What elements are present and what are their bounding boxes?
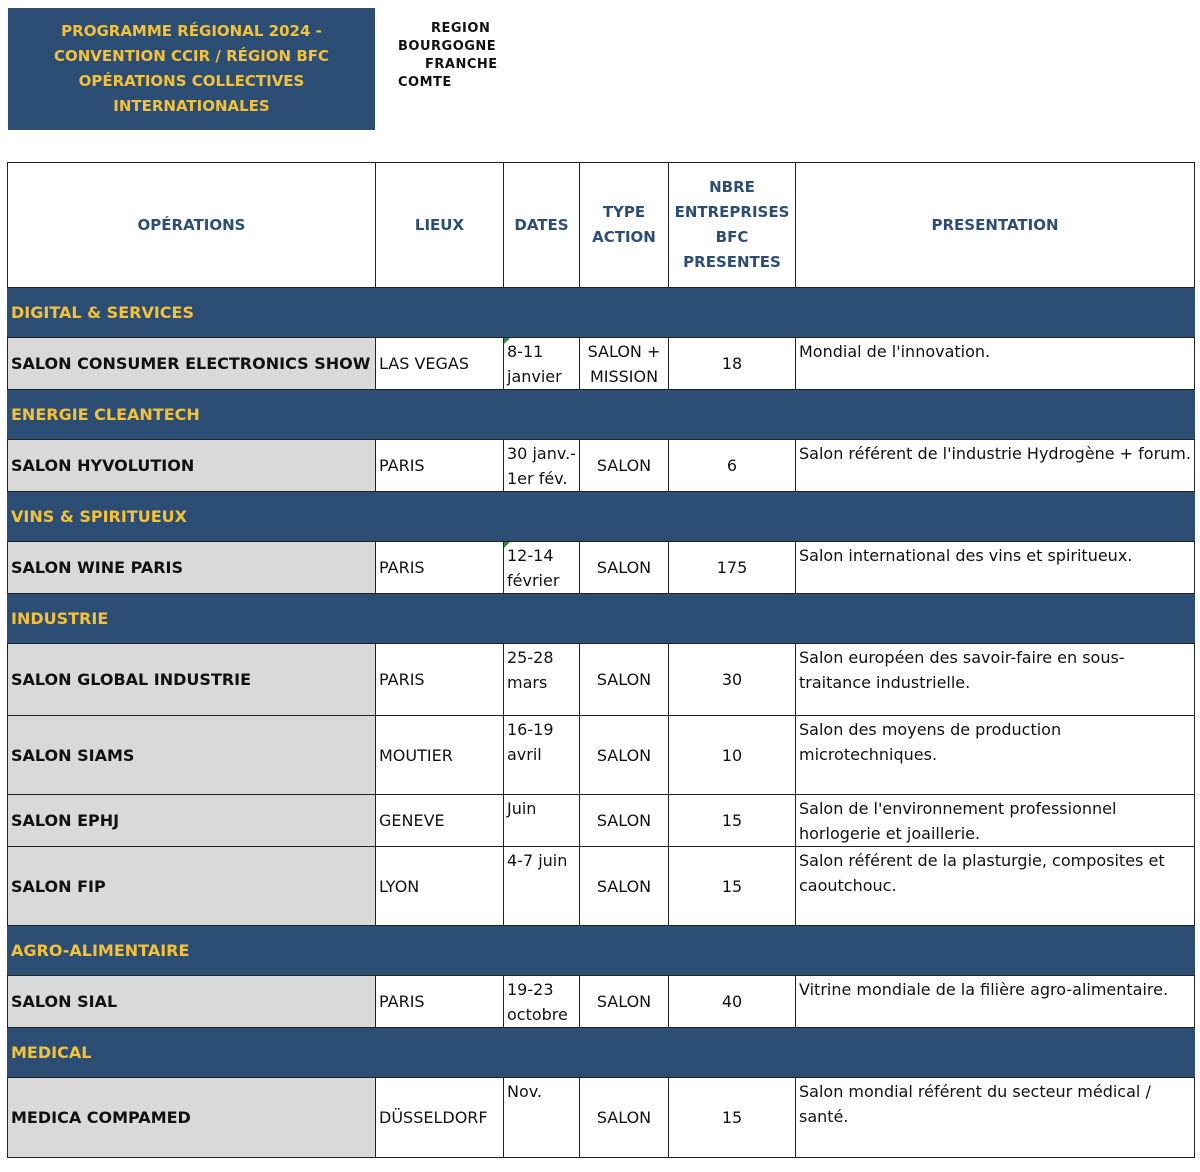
company-count-cell-text: 6: [726, 456, 738, 475]
type-action-cell-text: SALON: [596, 456, 652, 475]
presentation-cell: [796, 542, 1195, 594]
company-count-cell-text: 30: [721, 670, 743, 689]
logo-line: FRANCHE: [425, 57, 498, 72]
location-cell: [376, 440, 504, 492]
operation-cell: [8, 976, 376, 1028]
company-count-cell-text: 15: [721, 1108, 743, 1127]
dates-cell-text: 12-14 février: [507, 546, 560, 590]
company-count-cell: [669, 716, 796, 795]
type-action-cell-text: SALON: [596, 558, 652, 577]
section-header-row: [8, 594, 1195, 644]
company-count-cell-text: 18: [721, 354, 743, 373]
dates-cell-text: 8-11 janvier: [507, 342, 562, 386]
location-cell-text: DÜSSELDORF: [379, 1108, 488, 1127]
company-count-cell: [669, 1078, 796, 1158]
location-cell-text: PARIS: [379, 456, 425, 475]
section-title: DIGITAL & SERVICES: [8, 288, 1195, 338]
operation-cell: [8, 440, 376, 492]
type-action-cell-text: SALON: [596, 670, 652, 689]
table-body: [8, 288, 1195, 1158]
type-action-cell: [580, 542, 669, 594]
presentation-cell-text: Salon mondial référent du secteur médical / santé.: [799, 1082, 1151, 1126]
presentation-cell-text: Salon de l'environnement professionnel horlogerie et joaillerie.: [799, 799, 1117, 843]
location-cell: [376, 716, 504, 795]
location-cell-text: MOUTIER: [379, 745, 453, 765]
logo-line: COMTE: [398, 75, 452, 90]
dates-cell-text: 4-7 juin: [507, 851, 568, 870]
operation-cell: [8, 795, 376, 847]
dates-cell: [504, 976, 580, 1028]
dates-cell-text: 30 janv.- 1er fév.: [507, 444, 576, 488]
presentation-cell-text: Vitrine mondiale de la filière agro-alimentaire.: [799, 980, 1169, 999]
company-count-cell-text: 15: [721, 811, 743, 830]
comment-marker-icon: [504, 338, 510, 344]
company-count-cell-text: 15: [721, 876, 743, 896]
company-count-cell: [669, 795, 796, 847]
type-action-cell-text: SALON: [596, 745, 652, 765]
logo-line: BOURGOGNE: [398, 39, 497, 54]
type-action-cell-text: SALON: [596, 876, 652, 896]
presentation-cell: [796, 1078, 1195, 1158]
type-action-cell-text: SALON: [596, 811, 652, 830]
operation-cell: [8, 847, 376, 926]
section-title: MEDICAL: [8, 1028, 1195, 1078]
operation-cell: [8, 644, 376, 716]
operation-cell-text: SALON WINE PARIS: [11, 558, 184, 577]
section-title: INDUSTRIE: [8, 594, 1195, 644]
dates-cell-text: 16-19 avril: [507, 720, 554, 764]
column-header-dates: DATES: [504, 163, 580, 288]
table-row: [8, 1078, 1195, 1158]
operation-cell-text: SALON GLOBAL INDUSTRIE: [11, 670, 252, 689]
operation-cell: [8, 1078, 376, 1158]
dates-cell-text: Nov.: [507, 1082, 543, 1101]
section-header-row: [8, 390, 1195, 440]
company-count-cell: [669, 976, 796, 1028]
type-action-cell: [580, 440, 669, 492]
dates-cell: [504, 716, 580, 795]
program-title-line: PROGRAMME RÉGIONAL 2024 -: [61, 22, 322, 40]
presentation-cell-text: Mondial de l'innovation.: [799, 342, 991, 361]
company-count-cell: [669, 440, 796, 492]
operation-cell-text: SALON SIAMS: [11, 745, 135, 765]
operation-cell: [8, 542, 376, 594]
type-action-cell-text: SALON + MISSION: [587, 341, 661, 386]
table-row: [8, 847, 1195, 926]
presentation-cell-text: Salon européen des savoir-faire en sous-traitance industrielle.: [799, 648, 1125, 692]
program-title-box: [8, 8, 375, 130]
dates-cell: [504, 542, 580, 594]
section-header-row: [8, 288, 1195, 338]
section-header-row: [8, 1028, 1195, 1078]
program-title-line: CONVENTION CCIR / RÉGION BFC: [53, 47, 330, 65]
presentation-cell-text: Salon des moyens de production microtechniques.: [799, 720, 1062, 764]
type-action-cell: [580, 847, 669, 926]
presentation-cell: [796, 644, 1195, 716]
location-cell: [376, 847, 504, 926]
dates-cell: [504, 795, 580, 847]
section-title: VINS & SPIRITUEUX: [8, 492, 1195, 542]
location-cell: [376, 644, 504, 716]
operation-cell-text: SALON HYVOLUTION: [11, 456, 195, 475]
column-header-nbre-entreprises: NBRE ENTREPRISES BFC PRESENTES: [669, 163, 796, 288]
table-row: [8, 976, 1195, 1028]
dates-cell: [504, 847, 580, 926]
company-count-cell-text: 40: [721, 992, 743, 1011]
operation-cell: [8, 338, 376, 390]
dates-cell-text: 25-28 mars: [507, 648, 554, 692]
section-title: ENERGIE CLEANTECH: [8, 390, 1195, 440]
presentation-cell-text: Salon référent de l'industrie Hydrogène + forum.: [799, 444, 1191, 463]
dates-cell-text: 19-23 octobre: [507, 980, 568, 1024]
table-row: [8, 716, 1195, 795]
company-count-cell-text: 175: [716, 558, 748, 577]
operation-cell-text: SALON EPHJ: [11, 811, 120, 830]
column-header-lieux: LIEUX: [376, 163, 504, 288]
company-count-cell: [669, 542, 796, 594]
table-row: [8, 644, 1195, 716]
company-count-cell: [669, 847, 796, 926]
type-action-cell: [580, 976, 669, 1028]
table-row: [8, 440, 1195, 492]
location-cell: [376, 542, 504, 594]
dates-cell: [504, 644, 580, 716]
location-cell-text: LYON: [379, 876, 420, 896]
operations-table: [7, 162, 1195, 1158]
type-action-cell-text: SALON: [596, 1108, 652, 1127]
presentation-cell: [796, 976, 1195, 1028]
dates-cell: [504, 1078, 580, 1158]
type-action-cell: [580, 795, 669, 847]
program-title-line: INTERNATIONALES: [113, 97, 270, 115]
location-cell: [376, 795, 504, 847]
table-row: [8, 795, 1195, 847]
presentation-cell-text: Salon référent de la plasturgie, composites et caoutchouc.: [799, 851, 1165, 895]
presentation-cell: [796, 716, 1195, 795]
dates-cell-text: Juin: [507, 799, 537, 818]
presentation-cell: [796, 847, 1195, 926]
column-header-operations: OPÉRATIONS: [8, 163, 376, 288]
company-count-cell-text: 10: [721, 745, 743, 765]
location-cell-text: GENEVE: [379, 811, 445, 830]
column-header-type-action: TYPE ACTION: [580, 163, 669, 288]
type-action-cell: [580, 1078, 669, 1158]
presentation-cell: [796, 440, 1195, 492]
operation-cell: [8, 716, 376, 795]
operation-cell-text: SALON CONSUMER ELECTRONICS SHOW: [11, 354, 371, 373]
location-cell: [376, 976, 504, 1028]
dates-cell: [504, 338, 580, 390]
program-title-line: OPÉRATIONS COLLECTIVES: [78, 72, 305, 90]
table-row: [8, 338, 1195, 390]
presentation-cell-text: Salon international des vins et spiritueux.: [799, 546, 1133, 565]
dates-cell: [504, 440, 580, 492]
section-title: AGRO-ALIMENTAIRE: [8, 926, 1195, 976]
location-cell-text: PARIS: [379, 670, 425, 689]
comment-marker-icon: [504, 542, 510, 548]
table-header-row: [8, 163, 1195, 288]
operation-cell-text: MEDICA COMPAMED: [11, 1108, 191, 1127]
table-row: [8, 542, 1195, 594]
location-cell-text: PARIS: [379, 558, 425, 577]
type-action-cell: [580, 644, 669, 716]
presentation-cell: [796, 338, 1195, 390]
section-header-row: [8, 926, 1195, 976]
location-cell-text: LAS VEGAS: [379, 354, 470, 373]
section-header-row: [8, 492, 1195, 542]
type-action-cell: [580, 338, 669, 390]
presentation-cell: [796, 795, 1195, 847]
location-cell-text: PARIS: [379, 992, 425, 1011]
type-action-cell-text: SALON: [596, 992, 652, 1011]
region-logo: [398, 20, 518, 100]
location-cell: [376, 1078, 504, 1158]
location-cell: [376, 338, 504, 390]
logo-line: REGION: [431, 21, 491, 36]
company-count-cell: [669, 644, 796, 716]
column-header-presentation: PRESENTATION: [796, 163, 1195, 288]
type-action-cell: [580, 716, 669, 795]
operation-cell-text: SALON SIAL: [11, 992, 118, 1011]
operation-cell-text: SALON FIP: [11, 876, 106, 896]
company-count-cell: [669, 338, 796, 390]
